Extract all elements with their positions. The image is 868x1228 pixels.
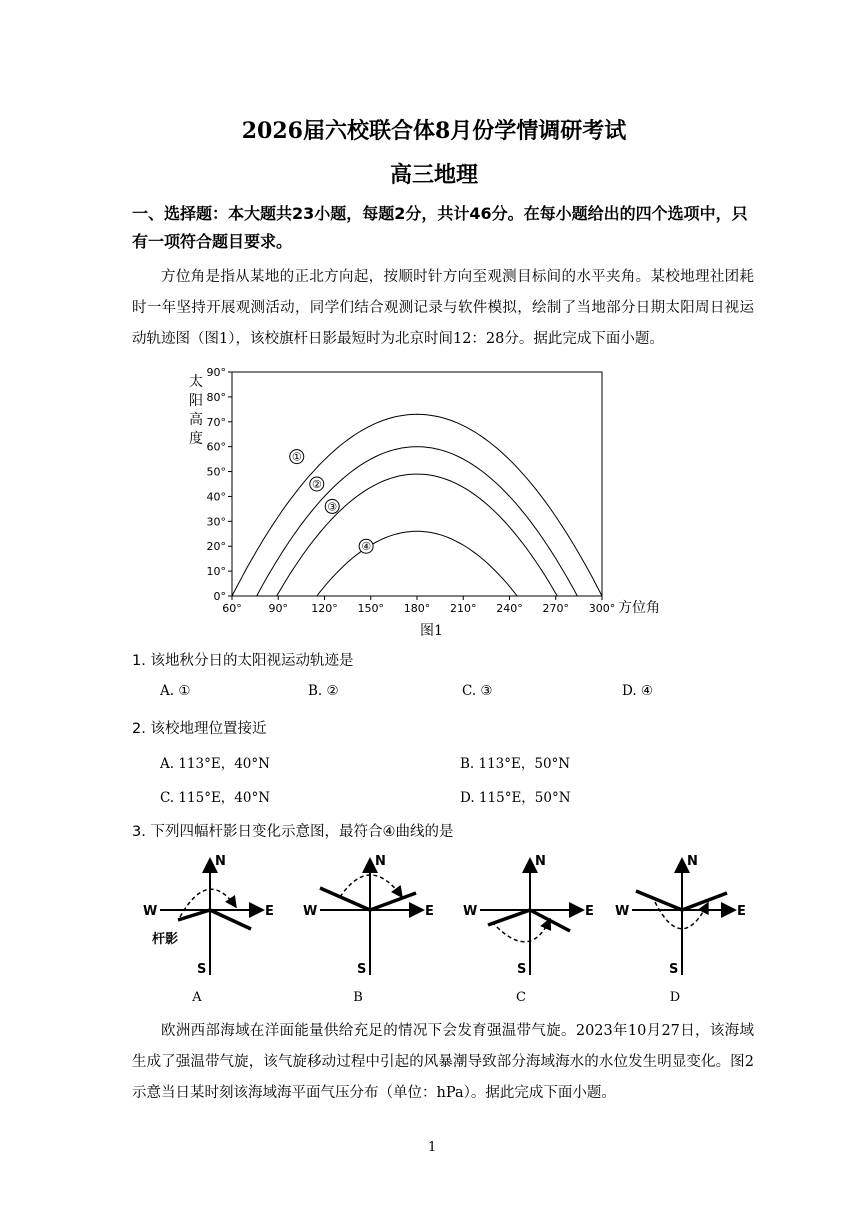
page-number: 1 bbox=[428, 1140, 437, 1155]
intro-paragraph-1: 方位角是指从某地的正北方向起，按顺时针方向至观测目标间的水平夹角。某校地理社团耗时一年坚持开展观测活动，同学们结合观测记录与软件模拟，绘制了当地部分日期太阳周日视运动轨迹图（图1），该校旗杆日影最短时为北京时间12：28分。据此完成下面小题。 bbox=[132, 269, 754, 347]
north-label: N bbox=[375, 854, 386, 869]
solar-path-4 bbox=[317, 531, 517, 596]
y-tick-label: 50° bbox=[206, 465, 226, 479]
figure-1-caption: 图1 bbox=[420, 623, 443, 639]
q1-option-d[interactable]: D. ④ bbox=[622, 683, 654, 699]
shadow-diagrams bbox=[130, 845, 760, 980]
intro-paragraph-2: 欧洲西部海域在洋面能量供给充足的情况下会发育强温带气旋。2023年10月27日，该海域生成了强温带气旋，该气旋移动过程中引起的风暴潮导致部分海域海水的水位发生明显变化。图2示意当日某时刻该海域海平面气压分布（单位：hPa）。据此完成下面小题。 bbox=[132, 1023, 754, 1101]
q1-option-c[interactable]: C. ③ bbox=[462, 683, 493, 699]
north-label: N bbox=[687, 854, 698, 869]
curve-label: ① bbox=[291, 450, 302, 464]
solar-path-1 bbox=[232, 414, 602, 596]
q1-option-b[interactable]: B. ② bbox=[308, 683, 339, 699]
q2-option-c[interactable]: C. 115°E，40°N bbox=[160, 790, 271, 806]
x-tick-label: 90° bbox=[268, 602, 288, 615]
q2-option-d[interactable]: D. 115°E，50°N bbox=[460, 790, 571, 806]
x-tick-label: 270° bbox=[542, 602, 569, 615]
q2-option-b[interactable]: B. 113°E，50°N bbox=[460, 756, 571, 772]
curve-label: ④ bbox=[361, 540, 372, 554]
west-label: W bbox=[303, 904, 318, 919]
exam-title: 2026届六校联合体8月份学情调研考试 bbox=[241, 118, 627, 144]
east-label: E bbox=[737, 904, 746, 919]
x-tick-label: 240° bbox=[496, 602, 523, 615]
q3-option-b[interactable]: B bbox=[353, 990, 363, 1005]
x-tick-label: 210° bbox=[450, 602, 477, 615]
y-tick-label: 30° bbox=[206, 515, 226, 529]
plot-frame bbox=[232, 372, 602, 596]
y-tick-label: 90° bbox=[206, 366, 226, 379]
y-tick-label: 10° bbox=[206, 565, 226, 579]
q3-option-c[interactable]: C bbox=[516, 990, 526, 1005]
q2-option-a[interactable]: A. 113°E，40°N bbox=[160, 756, 270, 772]
y-tick-label: 70° bbox=[206, 415, 226, 429]
y-axis-label: 阳 bbox=[189, 393, 203, 409]
y-tick-label: 80° bbox=[206, 390, 226, 404]
question-1-stem: 1. 该地秋分日的太阳视运动轨迹是 bbox=[132, 653, 354, 669]
q3-option-a[interactable]: A bbox=[192, 990, 202, 1005]
shadow-diagram-b bbox=[303, 854, 434, 977]
y-axis-label: 度 bbox=[189, 431, 203, 447]
curve-label: ② bbox=[311, 478, 322, 491]
question-3-stem: 3. 下列四幅杆影日变化示意图，最符合④曲线的是 bbox=[132, 824, 454, 840]
shadow-diagram-c bbox=[463, 854, 594, 977]
section-heading: 一、选择题：本大题共23小题，每题2分，共计46分。在每小题给出的四个选项中，只有一项符合题目要求。 bbox=[132, 204, 748, 251]
q1-option-a[interactable]: A. ① bbox=[160, 683, 191, 699]
north-label: N bbox=[215, 854, 226, 869]
y-axis-label: 太 bbox=[189, 374, 203, 390]
south-label: S bbox=[517, 962, 527, 977]
east-label: E bbox=[425, 904, 434, 919]
x-tick-label: 120° bbox=[311, 602, 338, 615]
question-2-stem: 2. 该校地理位置接近 bbox=[132, 721, 267, 737]
subject-title: 高三地理 bbox=[389, 162, 478, 188]
y-tick-label: 20° bbox=[206, 540, 226, 554]
west-label: W bbox=[463, 904, 478, 919]
x-tick-label: 60° bbox=[222, 602, 242, 615]
y-axis-label: 高 bbox=[189, 412, 203, 428]
curve-label: ③ bbox=[327, 500, 338, 514]
x-tick-label: 300° bbox=[588, 602, 616, 615]
east-label: E bbox=[265, 904, 274, 919]
x-axis-label: 方位角 bbox=[618, 600, 660, 616]
y-tick-label: 0° bbox=[213, 590, 226, 603]
shadow-label: 杆影 bbox=[152, 932, 179, 947]
y-tick-label: 40° bbox=[206, 490, 226, 504]
south-label: S bbox=[669, 962, 679, 977]
west-label: W bbox=[143, 904, 158, 919]
east-label: E bbox=[585, 904, 594, 919]
north-label: N bbox=[535, 854, 546, 869]
x-tick-label: 180° bbox=[403, 602, 431, 615]
west-label: W bbox=[615, 904, 630, 919]
x-tick-label: 150° bbox=[357, 602, 384, 615]
south-label: S bbox=[197, 962, 207, 977]
solar-path-2 bbox=[257, 447, 578, 596]
solar-path-chart bbox=[180, 360, 680, 635]
y-tick-label: 60° bbox=[206, 440, 226, 454]
shadow-diagram-d bbox=[615, 854, 746, 977]
solar-path-3 bbox=[277, 474, 558, 596]
shadow-diagram-a bbox=[143, 854, 274, 977]
q3-option-d[interactable]: D bbox=[669, 990, 681, 1005]
south-label: S bbox=[357, 962, 367, 977]
